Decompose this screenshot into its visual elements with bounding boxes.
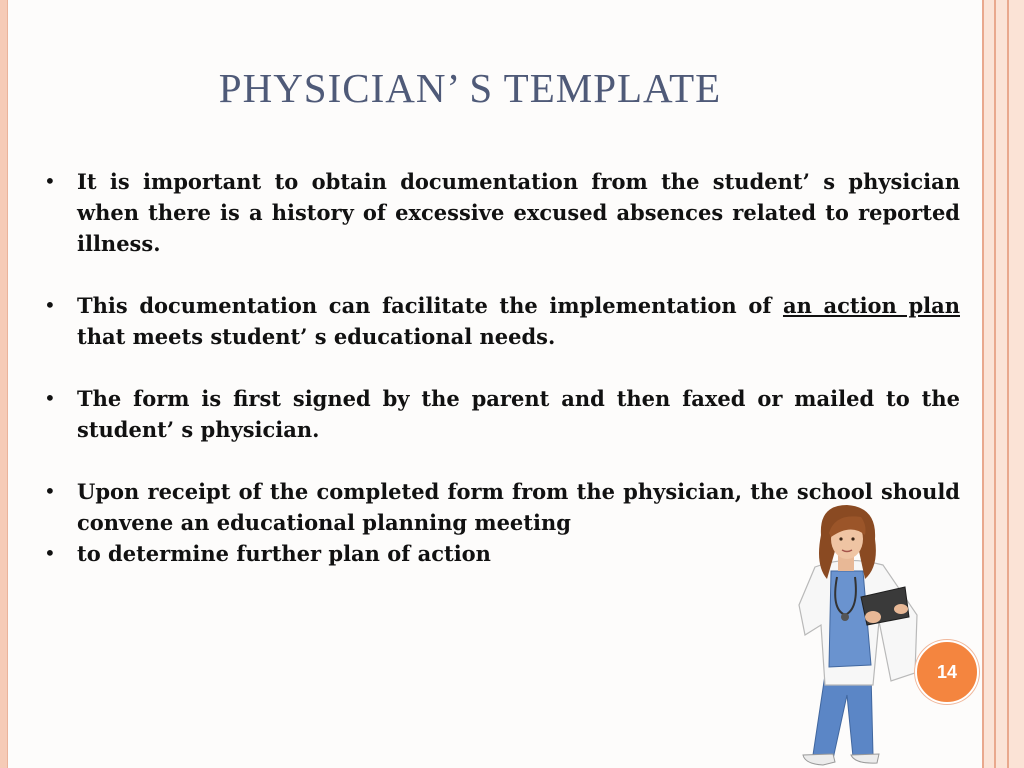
bullet-symbol: • (44, 479, 56, 503)
bullet-item (44, 166, 960, 259)
bullet-text: This documentation can facilitate the implementation of (77, 293, 783, 318)
bullet-symbol: • (44, 541, 56, 565)
bullet-symbol: • (44, 169, 56, 193)
bullet-symbol: • (44, 293, 56, 317)
doctor-illustration-icon (775, 505, 935, 768)
bullet-text: It is important to obtain documentation from the student’ s physician when there is a history of excessive excused absences related to reported illness. (77, 169, 960, 256)
bullet-text: that meets student’ s educational needs. (77, 324, 556, 349)
bullet-text: Upon receipt of the completed form from the physician, the school should convene an educational planning meeting (77, 479, 960, 535)
bullet-text: The form is first signed by the parent and then faxed or mailed to the student’ s physician. (77, 386, 960, 442)
page-number-badge: 14 (915, 640, 979, 704)
action-plan-link[interactable]: an action plan (782, 293, 960, 318)
slide-frame-right (980, 0, 1024, 768)
bullet-symbol: • (44, 386, 56, 410)
slide-title: PHYSICIAN’ S TEMPLATE (218, 65, 722, 111)
slide-frame-left (0, 0, 8, 768)
bullet-text: to determine further plan of action (77, 541, 491, 566)
bullet-item (44, 290, 960, 352)
bullet-item (44, 383, 960, 445)
